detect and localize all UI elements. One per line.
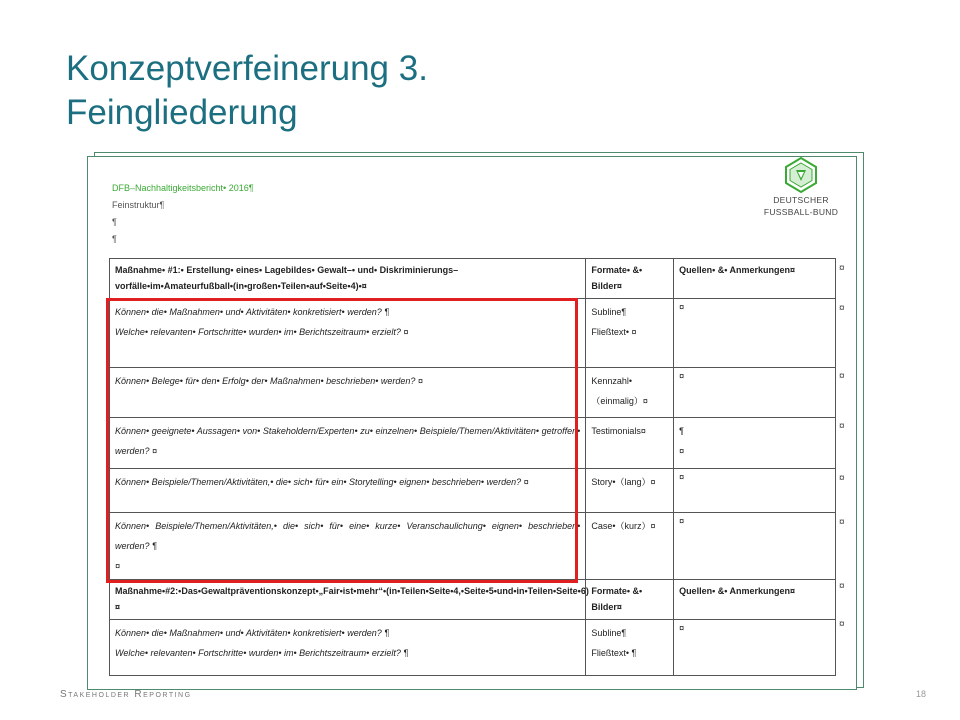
question-text: Welche• relevanten• Fortschritte• wurden• im• Berichtszeitraum• erzielt? ¤ <box>115 327 409 337</box>
question-cell <box>110 620 586 676</box>
format-text: Subline¶ <box>591 628 627 638</box>
row-end-marker: ¤ <box>839 303 845 314</box>
source-cell: ¤ <box>674 620 836 676</box>
document-subtitle: Feinstruktur¶ <box>112 200 165 210</box>
dfb-logo <box>760 157 842 217</box>
section-heading: Maßnahme•#2:•Das•Gewaltpräventionskonzept•„Fair•ist•mehr“•(in•Teilen•Seite•4,•Seite•5•und•in•Teilen•Seite•6)¤ <box>110 580 586 620</box>
slide-title <box>66 47 428 135</box>
format-text: Testimonials¤ <box>591 426 646 436</box>
format-cell <box>586 513 674 580</box>
question-text: Welche• relevanten• Fortschritte• wurden• im• Berichtszeitraum• erzielt? ¶ <box>115 648 409 658</box>
source-cell <box>674 418 836 469</box>
row-end-marker: ¤ <box>839 421 845 432</box>
question-text: ¤ <box>115 561 121 571</box>
footer-label: Stakeholder Reporting <box>60 689 192 700</box>
row-end-marker: ¤ <box>839 517 845 528</box>
logo-text-line1: DEUTSCHER <box>773 195 829 205</box>
row-end-marker: ¤ <box>839 371 845 382</box>
format-text: Story•（lang）¤ <box>591 477 656 487</box>
document-header <box>112 183 254 251</box>
pilcrow-line: ¶ <box>112 217 117 227</box>
format-cell <box>586 620 674 676</box>
format-text: Case•（kurz）¤ <box>591 521 656 531</box>
question-text: Können• Belege• für• den• Erfolg• der• Maßnahmen• beschrieben• werden? ¤ <box>115 376 423 386</box>
question-text: Können• Beispiele/Themen/Aktivitäten,• die• sich• für• ein• Storytelling• eignen• beschrieben• werden? ¤ <box>115 477 529 487</box>
format-cell <box>586 418 674 469</box>
format-text: （einmalig）¤ <box>591 396 648 406</box>
row-end-marker: ¤ <box>839 263 845 274</box>
section-header-row <box>110 580 836 620</box>
column-sources: Quellen• &• Anmerkungen¤ <box>674 580 836 620</box>
logo-text-line2: FUSSBALL-BUND <box>763 207 839 217</box>
format-cell <box>586 299 674 368</box>
source-cell: ¤ <box>674 469 836 513</box>
table-row <box>110 620 836 676</box>
question-text: Können• Beispiele/Themen/Aktivitäten,• die• sich• für• eine• kurze• Veranschaulichung• eignen• beschrieben• werden? ¶ <box>115 521 581 551</box>
pilcrow-line: ¶ <box>112 234 117 244</box>
format-text: Fließtext• ¶ <box>591 648 637 658</box>
source-text: ¤ <box>679 446 685 456</box>
format-text: Subline¶ <box>591 307 627 317</box>
question-text: Können• geeignete• Aussagen• von• Stakeholdern/Experten• zu• einzelnen• Beispiele/Themen/Aktivitäten• getroffen• werden? ¤ <box>115 426 581 456</box>
section-heading: Maßnahme• #1:• Erstellung• eines• Lagebildes• Gewalt–• und• Diskriminierungs–vorfälle•im•Amateurfußball•(in•großen•Teilen•auf•Seite•4)•¤ <box>110 259 586 299</box>
source-cell: ¤ <box>674 299 836 368</box>
document-header-title: DFB–Nachhaltigkeitsbericht• 2016¶ <box>112 183 254 193</box>
column-formats: Formate• &• Bilder¤ <box>586 259 674 299</box>
slide-title-line1: Konzeptverfeinerung 3. <box>66 49 428 88</box>
question-text: Können• die• Maßnahmen• und• Aktivitäten• konkretisiert• werden? ¶ <box>115 628 390 638</box>
highlight-box <box>106 298 581 583</box>
slide-title-line2: Feingliederung <box>66 93 298 132</box>
column-sources: Quellen• &• Anmerkungen¤ <box>674 259 836 299</box>
format-cell <box>586 368 674 418</box>
source-cell: ¤ <box>674 368 836 418</box>
page-number: 18 <box>916 689 927 699</box>
column-formats: Formate• &• Bilder¤ <box>586 580 674 620</box>
format-cell <box>586 469 674 513</box>
question-text: Können• die• Maßnahmen• und• Aktivitäten• konkretisiert• werden? ¶ <box>115 307 390 317</box>
source-text: ¶ <box>679 426 684 436</box>
row-end-marker: ¤ <box>839 619 845 630</box>
section-header-row <box>110 259 836 299</box>
source-cell: ¤ <box>674 513 836 580</box>
format-text: Fließtext• ¤ <box>591 327 637 337</box>
row-end-marker: ¤ <box>839 473 845 484</box>
format-text: Kennzahl• <box>591 376 633 386</box>
row-end-marker: ¤ <box>839 581 845 592</box>
dfb-emblem-icon <box>784 157 818 193</box>
